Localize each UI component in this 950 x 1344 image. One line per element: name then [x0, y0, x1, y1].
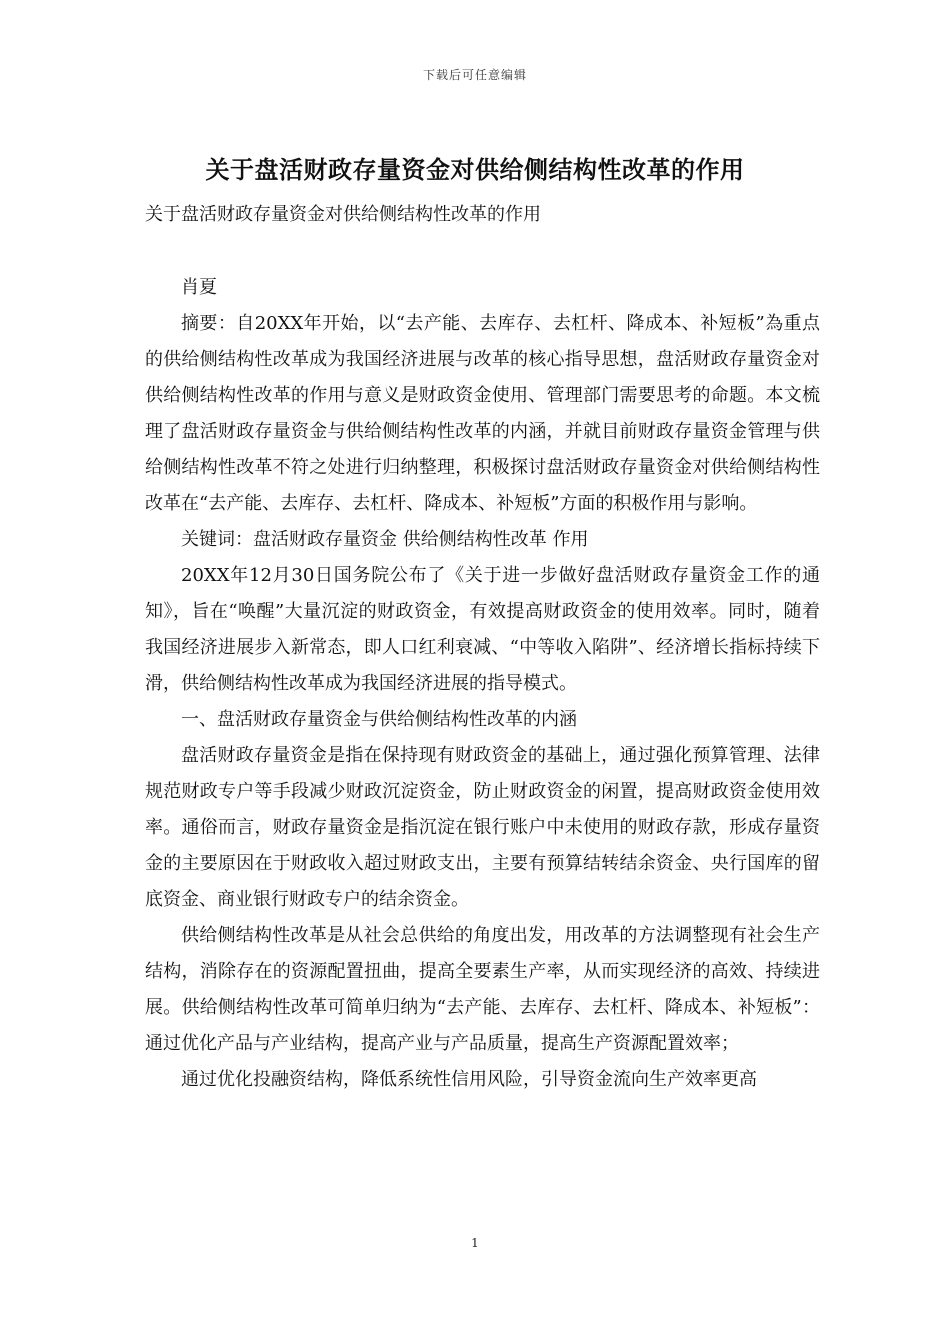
- document-subtitle: 关于盘活财政存量资金对供给侧结构性改革的作用: [145, 204, 541, 225]
- body-paragraph: 供给侧结构性改革是从社会总供给的角度出发，用改革的方法调整现有社会生产结构，消除存在的资源配置扭曲，提高全要素生产率，从而实现经济的高效、持续进展。供给侧结构性改革可简单归纳为“去产能、去库存、去杠杆、降成本、补短板”：通过优化产品与产业结构，提高产业与产品质量，提高生产资源配置效率；: [145, 925, 820, 1054]
- body-paragraph: 盘活财政存量资金是指在保持现有财政资金的基础上，通过强化预算管理、法律规范财政专户等手段减少财政沉淀资金，防止财政资金的闲置，提高财政资金使用效率。通俗而言，财政存量资金是指沉淀在银行账户中未使用的财政存款，形成存量资金的主要原因在于财政收入超过财政支出，主要有预算结转结余资金、央行国库的留底资金、商业银行财政专户的结余资金。: [145, 745, 820, 910]
- header-note: 下载后可任意编辑: [422, 68, 527, 82]
- section-heading: 一、盘活财政存量资金与供给侧结构性改革的内涵: [181, 709, 577, 730]
- keywords-paragraph: 关键词：盘活财政存量资金 供给侧结构性改革 作用: [181, 529, 589, 550]
- abstract-paragraph: 摘要：自20XX年开始，以“去产能、去库存、去杠杆、降成本、补短板”為重点的供给侧结构性改革成为我国经济进展与改革的核心指导思想，盘活财政存量资金对供给侧结构性改革的作用与意义是财政资金使用、管理部门需要思考的命题。本文梳理了盘活财政存量资金与供给侧结构性改革的内涵，并就目前财政存量资金管理与供给侧结构性改革不符之处进行归纳整理，积极探讨盘活财政存量资金对供给侧结构性改革在“去产能、去库存、去杠杆、降成本、补短板”方面的积极作用与影响。: [145, 313, 820, 514]
- author-line: 肖夏: [181, 277, 217, 298]
- page-number: 1: [471, 1236, 479, 1250]
- body-paragraph: 通过优化投融资结构，降低系统性信用风险，引导资金流向生产效率更高: [181, 1069, 757, 1090]
- document-title: 关于盘活财政存量资金对供给侧结构性改革的作用: [205, 155, 745, 184]
- document-body: [145, 270, 820, 1098]
- intro-paragraph: 20XX年12月30日国务院公布了《关于进一步做好盘活财政存量资金工作的通知》，旨在“唤醒”大量沉淀的财政资金，有效提高财政资金的使用效率。同时，随着我国经济进展步入新常态，即人口红利衰减、“中等收入陷阱”、经济增长指标持续下滑，供给侧结构性改革成为我国经济进展的指导模式。: [145, 565, 820, 694]
